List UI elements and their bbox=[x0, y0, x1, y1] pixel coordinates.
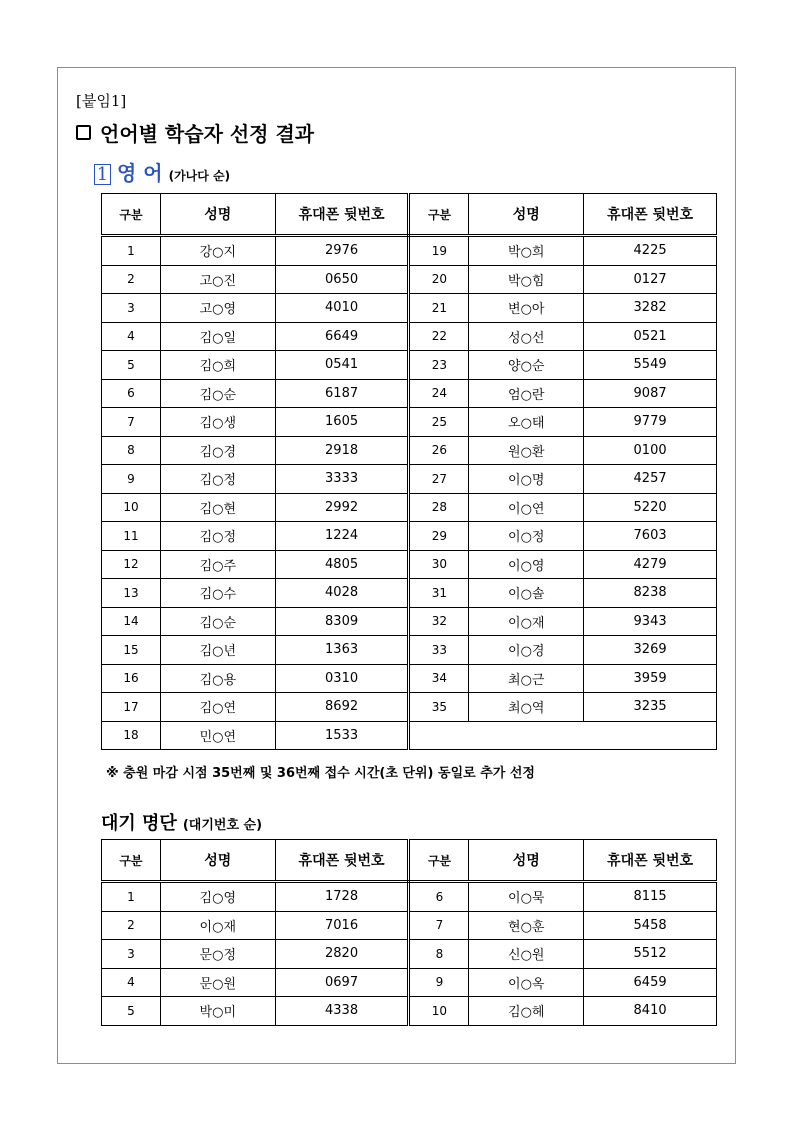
row-number: 34 bbox=[409, 664, 469, 693]
row-name: 문○원 bbox=[160, 968, 275, 997]
table-header-row bbox=[102, 840, 717, 882]
table-row bbox=[102, 465, 717, 494]
table-row bbox=[102, 882, 717, 912]
row-name: 이○옥 bbox=[469, 968, 584, 997]
row-name: 김○순 bbox=[160, 607, 275, 636]
row-name: 이○경 bbox=[469, 636, 584, 665]
row-number: 24 bbox=[409, 379, 469, 408]
row-number: 7 bbox=[409, 911, 469, 940]
table-row bbox=[102, 550, 717, 579]
row-name: 김○경 bbox=[160, 436, 275, 465]
row-name: 문○정 bbox=[160, 940, 275, 969]
row-name: 이○명 bbox=[469, 465, 584, 494]
section-number: 1 bbox=[94, 164, 111, 185]
row-phone: 9087 bbox=[584, 379, 717, 408]
table-row bbox=[102, 693, 717, 722]
checkbox-icon bbox=[76, 125, 91, 140]
row-number: 26 bbox=[409, 436, 469, 465]
section-order-note: (가나다 순) bbox=[168, 169, 231, 183]
row-number: 6 bbox=[409, 882, 469, 912]
row-number: 2 bbox=[102, 265, 161, 294]
table-row bbox=[102, 579, 717, 608]
waitlist-heading bbox=[101, 809, 262, 835]
row-phone: 0127 bbox=[584, 265, 717, 294]
row-name: 김○일 bbox=[160, 322, 275, 351]
header-no: 구분 bbox=[102, 194, 161, 236]
table-row bbox=[102, 721, 717, 750]
row-name: 변○아 bbox=[469, 294, 584, 323]
row-name: 최○근 bbox=[469, 664, 584, 693]
row-number: 15 bbox=[102, 636, 161, 665]
row-name: 박○힘 bbox=[469, 265, 584, 294]
table-row bbox=[102, 265, 717, 294]
row-name: 이○솔 bbox=[469, 579, 584, 608]
row-name: 김○영 bbox=[160, 882, 275, 912]
row-name: 김○순 bbox=[160, 379, 275, 408]
row-number: 23 bbox=[409, 351, 469, 380]
row-name: 고○영 bbox=[160, 294, 275, 323]
waitlist-table bbox=[101, 839, 717, 1026]
table-row bbox=[102, 940, 717, 969]
row-name: 김○년 bbox=[160, 636, 275, 665]
main-heading bbox=[76, 118, 314, 147]
row-phone: 0100 bbox=[584, 436, 717, 465]
attachment-label: [붙임1] bbox=[76, 92, 127, 110]
table-row bbox=[102, 493, 717, 522]
row-phone: 1224 bbox=[275, 522, 409, 551]
row-name: 이○정 bbox=[469, 522, 584, 551]
row-phone: 1605 bbox=[275, 408, 409, 437]
row-name: 김○연 bbox=[160, 693, 275, 722]
table-row bbox=[102, 236, 717, 266]
row-name: 김○정 bbox=[160, 522, 275, 551]
row-name: 양○순 bbox=[469, 351, 584, 380]
header-name: 성명 bbox=[469, 840, 584, 882]
row-number: 31 bbox=[409, 579, 469, 608]
row-phone: 4257 bbox=[584, 465, 717, 494]
row-number: 19 bbox=[409, 236, 469, 266]
row-number: 1 bbox=[102, 236, 161, 266]
header-phone: 휴대폰 뒷번호 bbox=[275, 194, 409, 236]
table-row bbox=[102, 408, 717, 437]
row-number: 21 bbox=[409, 294, 469, 323]
row-number: 2 bbox=[102, 911, 161, 940]
row-name: 오○태 bbox=[469, 408, 584, 437]
table-row bbox=[102, 436, 717, 465]
header-phone: 휴대폰 뒷번호 bbox=[584, 840, 717, 882]
row-number: 9 bbox=[102, 465, 161, 494]
row-name: 성○선 bbox=[469, 322, 584, 351]
row-number: 14 bbox=[102, 607, 161, 636]
row-name: 신○원 bbox=[469, 940, 584, 969]
row-phone: 6459 bbox=[584, 968, 717, 997]
row-phone: 4279 bbox=[584, 550, 717, 579]
header-name: 성명 bbox=[160, 840, 275, 882]
row-phone: 3959 bbox=[584, 664, 717, 693]
header-no: 구분 bbox=[409, 840, 469, 882]
row-phone: 9343 bbox=[584, 607, 717, 636]
table-row bbox=[102, 664, 717, 693]
row-phone: 8309 bbox=[275, 607, 409, 636]
row-phone: 2918 bbox=[275, 436, 409, 465]
row-phone: 8238 bbox=[584, 579, 717, 608]
row-name: 이○묵 bbox=[469, 882, 584, 912]
row-phone: 0697 bbox=[275, 968, 409, 997]
table-row bbox=[102, 636, 717, 665]
row-phone: 0310 bbox=[275, 664, 409, 693]
row-number: 25 bbox=[409, 408, 469, 437]
row-phone: 1363 bbox=[275, 636, 409, 665]
row-phone: 2976 bbox=[275, 236, 409, 266]
main-title: 언어별 학습자 선정 결과 bbox=[100, 122, 315, 146]
table-row bbox=[102, 968, 717, 997]
row-phone: 9779 bbox=[584, 408, 717, 437]
row-number: 27 bbox=[409, 465, 469, 494]
row-name: 박○희 bbox=[469, 236, 584, 266]
row-name: 박○미 bbox=[160, 997, 275, 1026]
row-number: 12 bbox=[102, 550, 161, 579]
row-number: 16 bbox=[102, 664, 161, 693]
note-text: ※ 충원 마감 시점 35번째 및 36번째 접수 시간(초 단위) 동일로 추가 선정 bbox=[106, 766, 535, 781]
row-name: 이○재 bbox=[160, 911, 275, 940]
row-number: 11 bbox=[102, 522, 161, 551]
row-number: 8 bbox=[409, 940, 469, 969]
row-name: 강○지 bbox=[160, 236, 275, 266]
row-number: 5 bbox=[102, 997, 161, 1026]
table-row bbox=[102, 522, 717, 551]
row-number: 30 bbox=[409, 550, 469, 579]
row-phone: 1728 bbox=[275, 882, 409, 912]
table-row bbox=[102, 379, 717, 408]
row-phone: 2992 bbox=[275, 493, 409, 522]
empty-cell bbox=[409, 721, 717, 750]
table-row bbox=[102, 351, 717, 380]
section-heading bbox=[94, 157, 230, 186]
row-name: 김○희 bbox=[160, 351, 275, 380]
row-number: 9 bbox=[409, 968, 469, 997]
header-no: 구분 bbox=[102, 840, 161, 882]
row-phone: 4028 bbox=[275, 579, 409, 608]
section-language: 영 어 bbox=[117, 161, 163, 185]
row-phone: 4805 bbox=[275, 550, 409, 579]
row-number: 3 bbox=[102, 294, 161, 323]
row-name: 원○환 bbox=[469, 436, 584, 465]
row-name: 민○연 bbox=[160, 721, 275, 750]
row-phone: 1533 bbox=[275, 721, 409, 750]
row-phone: 5458 bbox=[584, 911, 717, 940]
waitlist-order-note: (대기번호 순) bbox=[182, 818, 263, 833]
table-row bbox=[102, 294, 717, 323]
row-phone: 4010 bbox=[275, 294, 409, 323]
table-row bbox=[102, 911, 717, 940]
header-phone: 휴대폰 뒷번호 bbox=[275, 840, 409, 882]
row-number: 8 bbox=[102, 436, 161, 465]
row-phone: 0521 bbox=[584, 322, 717, 351]
header-phone: 휴대폰 뒷번호 bbox=[584, 194, 717, 236]
waitlist-title: 대기 명단 bbox=[101, 813, 177, 834]
row-number: 13 bbox=[102, 579, 161, 608]
row-phone: 5549 bbox=[584, 351, 717, 380]
row-name: 김○수 bbox=[160, 579, 275, 608]
row-number: 22 bbox=[409, 322, 469, 351]
row-name: 김○용 bbox=[160, 664, 275, 693]
row-number: 17 bbox=[102, 693, 161, 722]
row-phone: 0541 bbox=[275, 351, 409, 380]
row-name: 엄○란 bbox=[469, 379, 584, 408]
row-name: 이○영 bbox=[469, 550, 584, 579]
row-number: 1 bbox=[102, 882, 161, 912]
row-number: 4 bbox=[102, 968, 161, 997]
header-no: 구분 bbox=[409, 194, 469, 236]
row-phone: 7603 bbox=[584, 522, 717, 551]
row-number: 29 bbox=[409, 522, 469, 551]
row-phone: 8115 bbox=[584, 882, 717, 912]
row-number: 10 bbox=[409, 997, 469, 1026]
table-row bbox=[102, 997, 717, 1026]
table-row bbox=[102, 322, 717, 351]
row-name: 김○주 bbox=[160, 550, 275, 579]
row-number: 28 bbox=[409, 493, 469, 522]
row-number: 33 bbox=[409, 636, 469, 665]
row-phone: 5512 bbox=[584, 940, 717, 969]
row-phone: 8692 bbox=[275, 693, 409, 722]
row-number: 35 bbox=[409, 693, 469, 722]
english-table bbox=[101, 193, 717, 750]
row-phone: 3282 bbox=[584, 294, 717, 323]
row-phone: 2820 bbox=[275, 940, 409, 969]
row-phone: 0650 bbox=[275, 265, 409, 294]
row-number: 20 bbox=[409, 265, 469, 294]
row-phone: 7016 bbox=[275, 911, 409, 940]
row-phone: 6649 bbox=[275, 322, 409, 351]
row-name: 김○현 bbox=[160, 493, 275, 522]
table-row bbox=[102, 607, 717, 636]
row-number: 5 bbox=[102, 351, 161, 380]
header-name: 성명 bbox=[469, 194, 584, 236]
header-name: 성명 bbox=[160, 194, 275, 236]
row-name: 김○생 bbox=[160, 408, 275, 437]
row-phone: 3235 bbox=[584, 693, 717, 722]
row-name: 김○정 bbox=[160, 465, 275, 494]
row-name: 현○훈 bbox=[469, 911, 584, 940]
row-number: 3 bbox=[102, 940, 161, 969]
row-name: 최○역 bbox=[469, 693, 584, 722]
row-name: 이○재 bbox=[469, 607, 584, 636]
row-phone: 5220 bbox=[584, 493, 717, 522]
row-phone: 3269 bbox=[584, 636, 717, 665]
row-phone: 3333 bbox=[275, 465, 409, 494]
row-phone: 4338 bbox=[275, 997, 409, 1026]
row-phone: 6187 bbox=[275, 379, 409, 408]
table-header-row bbox=[102, 194, 717, 236]
row-number: 18 bbox=[102, 721, 161, 750]
row-number: 4 bbox=[102, 322, 161, 351]
row-number: 32 bbox=[409, 607, 469, 636]
row-number: 10 bbox=[102, 493, 161, 522]
row-number: 7 bbox=[102, 408, 161, 437]
row-name: 고○진 bbox=[160, 265, 275, 294]
row-name: 이○연 bbox=[469, 493, 584, 522]
row-phone: 4225 bbox=[584, 236, 717, 266]
row-name: 김○헤 bbox=[469, 997, 584, 1026]
row-phone: 8410 bbox=[584, 997, 717, 1026]
row-number: 6 bbox=[102, 379, 161, 408]
